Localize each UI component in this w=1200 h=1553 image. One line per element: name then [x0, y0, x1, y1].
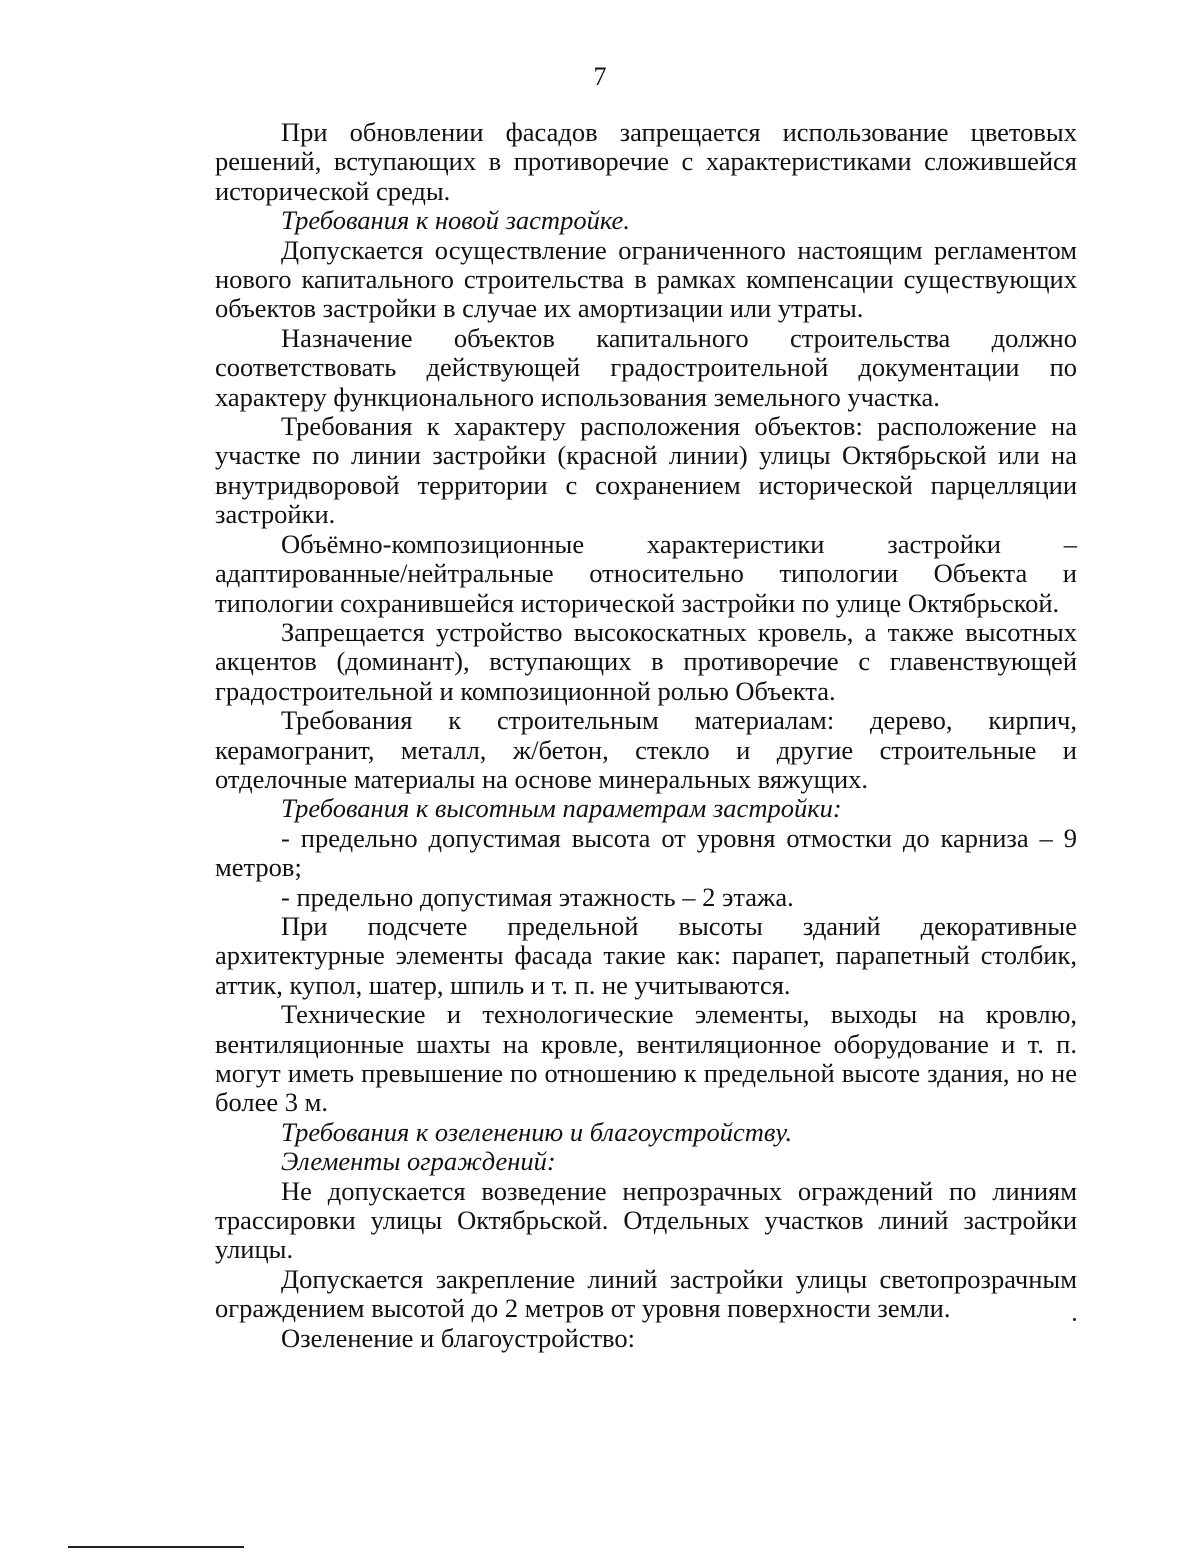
- paragraph: Допускается закрепление линий застройки улицы светопрозрачным ограждением высотой до 2 метров от уровня поверхности земли.: [215, 1263, 1077, 1324]
- page-number: 7: [593, 62, 607, 91]
- paragraph: При обновлении фасадов запрещается использование цветовых решений, вступающих в противоречие с характеристиками сложившейся исторической среды.: [215, 117, 1077, 206]
- section-heading: Требования к озеленению и благоустройству.: [281, 1116, 793, 1147]
- section-heading: Требования к новой застройке.: [281, 205, 630, 236]
- paragraph: Озеленение и благоустройство:: [281, 1322, 635, 1353]
- paragraph: Допускается осуществление ограниченного настоящим регламентом нового капитального строительства в рамках компенсации существующих объектов застройки в случае их амортизации или утраты.: [215, 234, 1077, 324]
- document-body: [215, 118, 1077, 1353]
- paragraph: При подсчете предельной высоты зданий декоративные архитектурные элементы фасада такие как: парапет, парапетный столбик, аттик, купол, шатер, шпиль и т. п. не учитываются.: [215, 910, 1077, 1000]
- scan-dot: [1073, 1318, 1076, 1321]
- paragraph: Технические и технологические элементы, выходы на кровлю, вентиляционные шахты на кровле, вентиляционное оборудование и т. п. могут иметь превышение по отношению к предельной высоте здания, но не более 3 м.: [215, 999, 1077, 1118]
- section-heading: Требования к высотным параметрам застройки:: [281, 793, 842, 824]
- footnote-rule: [68, 1546, 244, 1548]
- list-item: - предельно допустимая высота от уровня отмостки до карниза – 9 метров;: [215, 822, 1077, 883]
- list-item: - предельно допустимая этажность – 2 этажа.: [281, 881, 794, 912]
- paragraph: Требования к строительным материалам: дерево, кирпич, керамогранит, металл, ж/бетон, стекло и другие строительные и отделочные материалы на основе минеральных вяжущих.: [215, 705, 1077, 794]
- paragraph: Назначение объектов капитального строительства должно соответствовать действующей градостроительной документации по характеру функционального использования земельного участка.: [215, 322, 1077, 412]
- paragraph: Объёмно-композиционные характеристики застройки – адаптированные/нейтральные относительно типологии Объекта и типологии сохранившейся исторической застройки по улице Октябрьской.: [215, 528, 1077, 618]
- paragraph: Требования к характеру расположения объектов: расположение на участке по линии застройки (красной линии) улицы Октябрьской или на внутридворовой территории с сохранением исторической парцелляции застройки.: [215, 411, 1077, 530]
- paragraph: Запрещается устройство высокоскатных кровель, а также высотных акцентов (доминант), вступающих в противоречие с главенствующей градостроительной и композиционной ролью Объекта.: [215, 616, 1077, 706]
- subsection-heading: Элементы ограждений:: [281, 1146, 556, 1177]
- paragraph: Не допускается возведение непрозрачных ограждений по линиям трассировки улицы Октябрьской. Отдельных участков линий застройки улицы.: [215, 1175, 1077, 1265]
